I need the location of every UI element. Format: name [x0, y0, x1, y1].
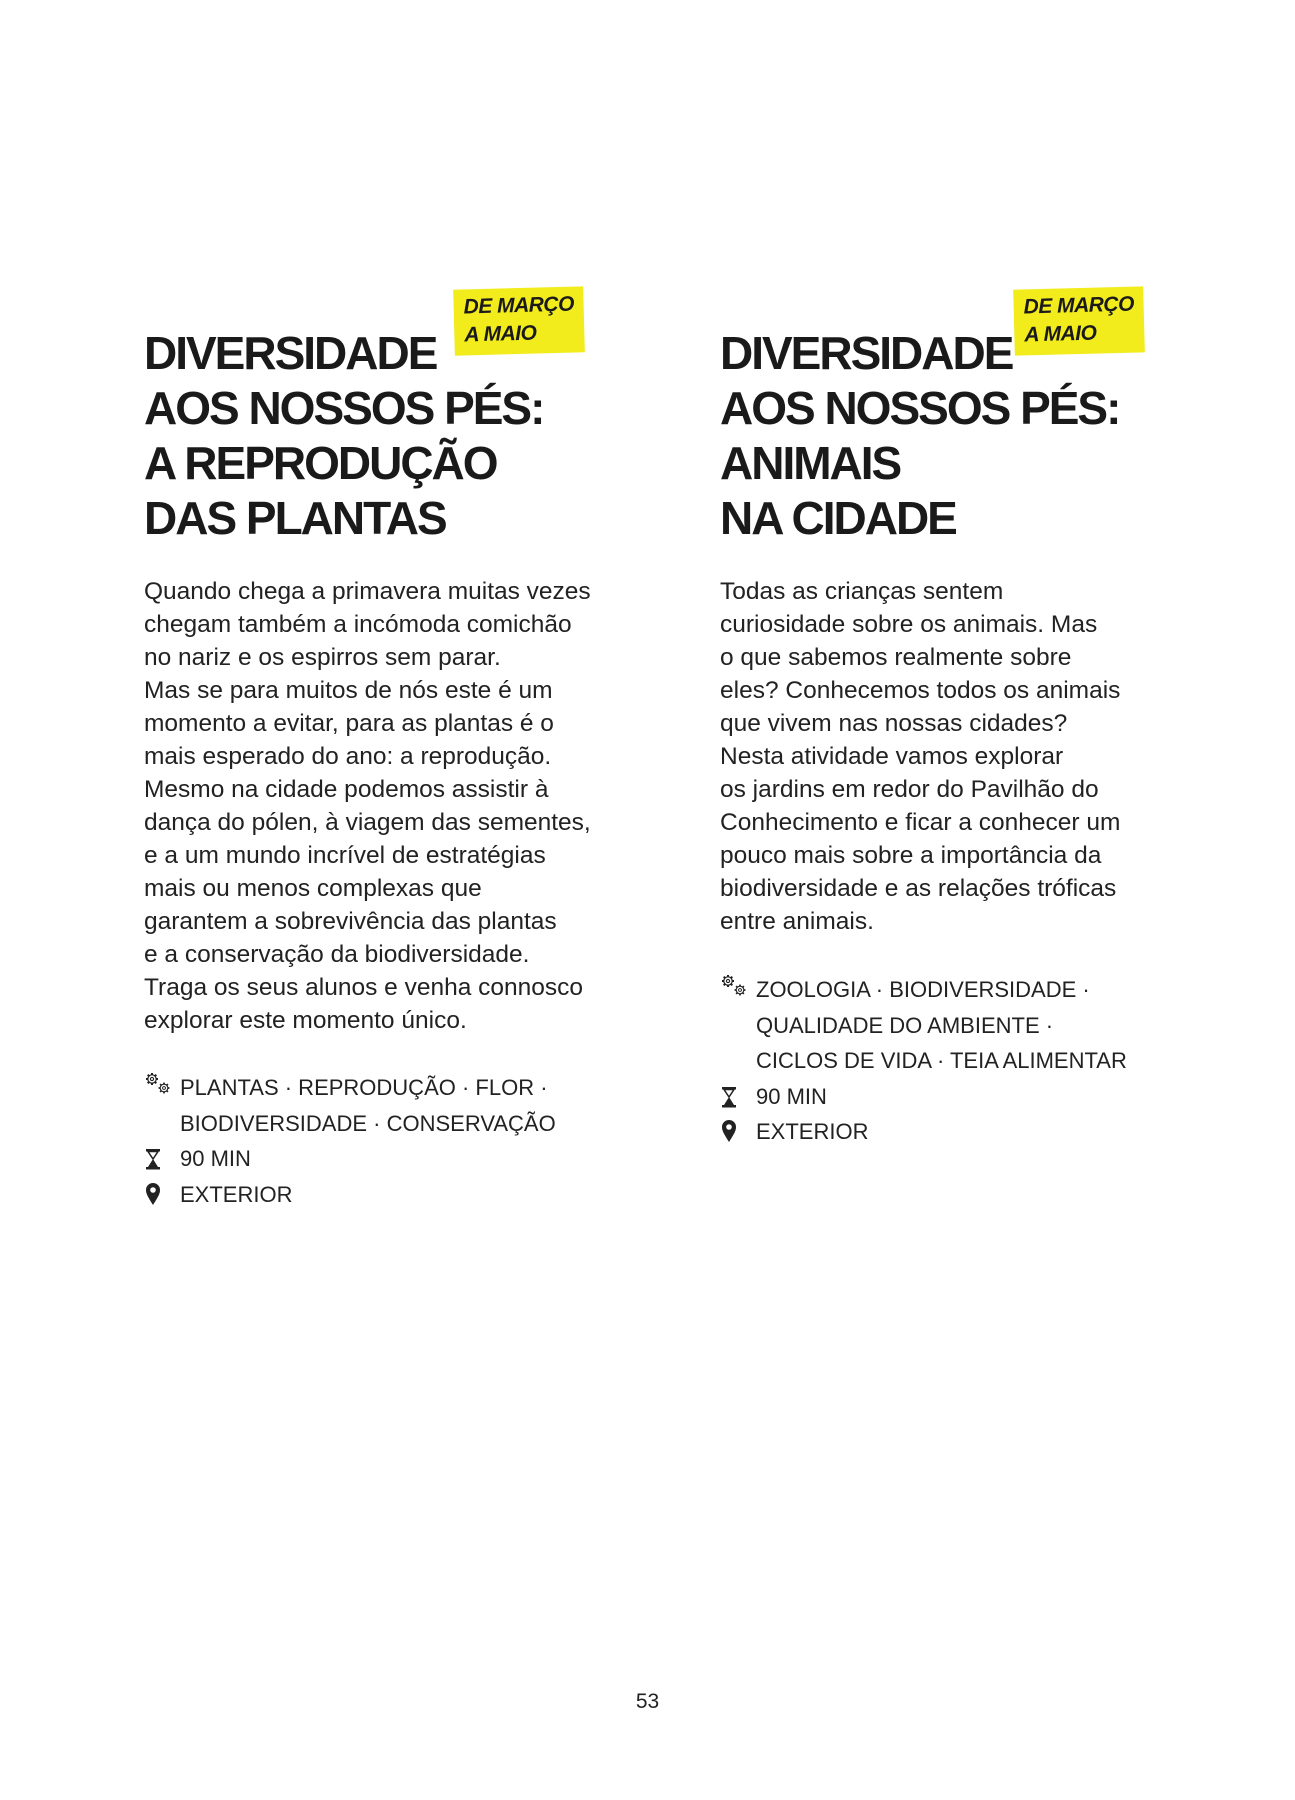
duration-text: 90 MIN [180, 1146, 251, 1171]
activity-description [720, 575, 1220, 938]
duration-row [720, 1079, 1127, 1115]
description-line: pouco mais sobre a importância da [720, 842, 1102, 869]
description-line: chegam também a incómoda comichão [144, 611, 572, 638]
description-line: Todas as crianças sentem [720, 578, 1004, 605]
title-line: NA CIDADE [720, 492, 956, 544]
description-line: dança do pólen, à viagem das sementes, [144, 809, 591, 836]
title-line: DAS PLANTAS [144, 492, 446, 544]
duration-row [144, 1141, 556, 1177]
description-line: mais esperado do ano: a reprodução. [144, 743, 552, 770]
season-tag-line-2: A MAIO [464, 321, 537, 347]
description-line: curiosidade sobre os animais. Mas [720, 611, 1098, 638]
topics-text [180, 1070, 556, 1141]
gears-icon [720, 972, 750, 1007]
topics-text [756, 972, 1127, 1079]
topics-row [720, 972, 1127, 1079]
description-line: explorar este momento único. [144, 1007, 467, 1034]
activity-title [720, 326, 1119, 546]
duration-text: 90 MIN [756, 1083, 827, 1109]
gears-icon [144, 1070, 174, 1105]
location-pin-icon [144, 1177, 174, 1212]
topics-line: BIODIVERSIDADE · CONSERVAÇÃO [180, 1110, 556, 1136]
description-line: e a um mundo incrível de estratégias [144, 842, 546, 869]
location-pin-icon [720, 1114, 750, 1149]
activity-meta [720, 972, 1127, 1150]
title-line: DIVERSIDADE [720, 327, 1013, 379]
topics-line: QUALIDADE DO AMBIENTE · [756, 1012, 1054, 1038]
activity-title [144, 326, 543, 546]
description-line: Mas se para muitos de nós este é um [144, 677, 553, 704]
location-text: EXTERIOR [180, 1181, 293, 1207]
hourglass-icon [144, 1141, 174, 1176]
description-line: Conhecimento e ficar a conhecer um [720, 809, 1121, 836]
description-line: Mesmo na cidade podemos assistir à [144, 776, 549, 803]
description-line: entre animais. [720, 908, 874, 935]
activity-description [144, 575, 644, 1037]
page-number: 53 [635, 1690, 660, 1713]
description-line: o que sabemos realmente sobre [720, 644, 1072, 671]
description-line: momento a evitar, para as plantas é o [144, 710, 554, 737]
location-row [720, 1114, 1127, 1150]
topics-row [144, 1070, 556, 1141]
location-row [144, 1177, 556, 1213]
description-line: os jardins em redor do Pavilhão do [720, 776, 1099, 803]
title-line: AOS NOSSOS PÉS: [720, 382, 1120, 434]
topics-line: PLANTAS · REPRODUÇÃO · FLOR · [180, 1075, 548, 1100]
title-line: A REPRODUÇÃO [144, 437, 497, 489]
location-text: EXTERIOR [756, 1119, 869, 1144]
season-tag-line-2: A MAIO [1024, 321, 1097, 347]
description-line: mais ou menos complexas que [144, 875, 482, 902]
title-line: ANIMAIS [720, 437, 901, 489]
description-line: que vivem nas nossas cidades? [720, 710, 1068, 737]
description-line: garantem a sobrevivência das plantas [144, 908, 557, 935]
description-line: Quando chega a primavera muitas vezes [144, 578, 591, 605]
season-tag-line-1: DE MARÇO [1023, 292, 1135, 319]
description-line: biodiversidade e as relações tróficas [720, 875, 1117, 902]
topics-line: ZOOLOGIA · BIODIVERSIDADE · [756, 977, 1090, 1002]
description-line: Nesta atividade vamos explorar [720, 743, 1064, 770]
hourglass-icon [720, 1079, 750, 1114]
description-line: e a conservação da biodiversidade. [144, 941, 530, 968]
description-line: Traga os seus alunos e venha connosco [144, 974, 584, 1001]
topics-line: CICLOS DE VIDA · TEIA ALIMENTAR [756, 1048, 1127, 1073]
description-line: eles? Conhecemos todos os animais [720, 677, 1121, 704]
season-tag-line-1: DE MARÇO [463, 292, 575, 319]
title-line: AOS NOSSOS PÉS: [144, 382, 544, 434]
title-line: DIVERSIDADE [144, 327, 437, 379]
description-line: no nariz e os espirros sem parar. [144, 644, 501, 671]
activity-meta [144, 1070, 556, 1212]
